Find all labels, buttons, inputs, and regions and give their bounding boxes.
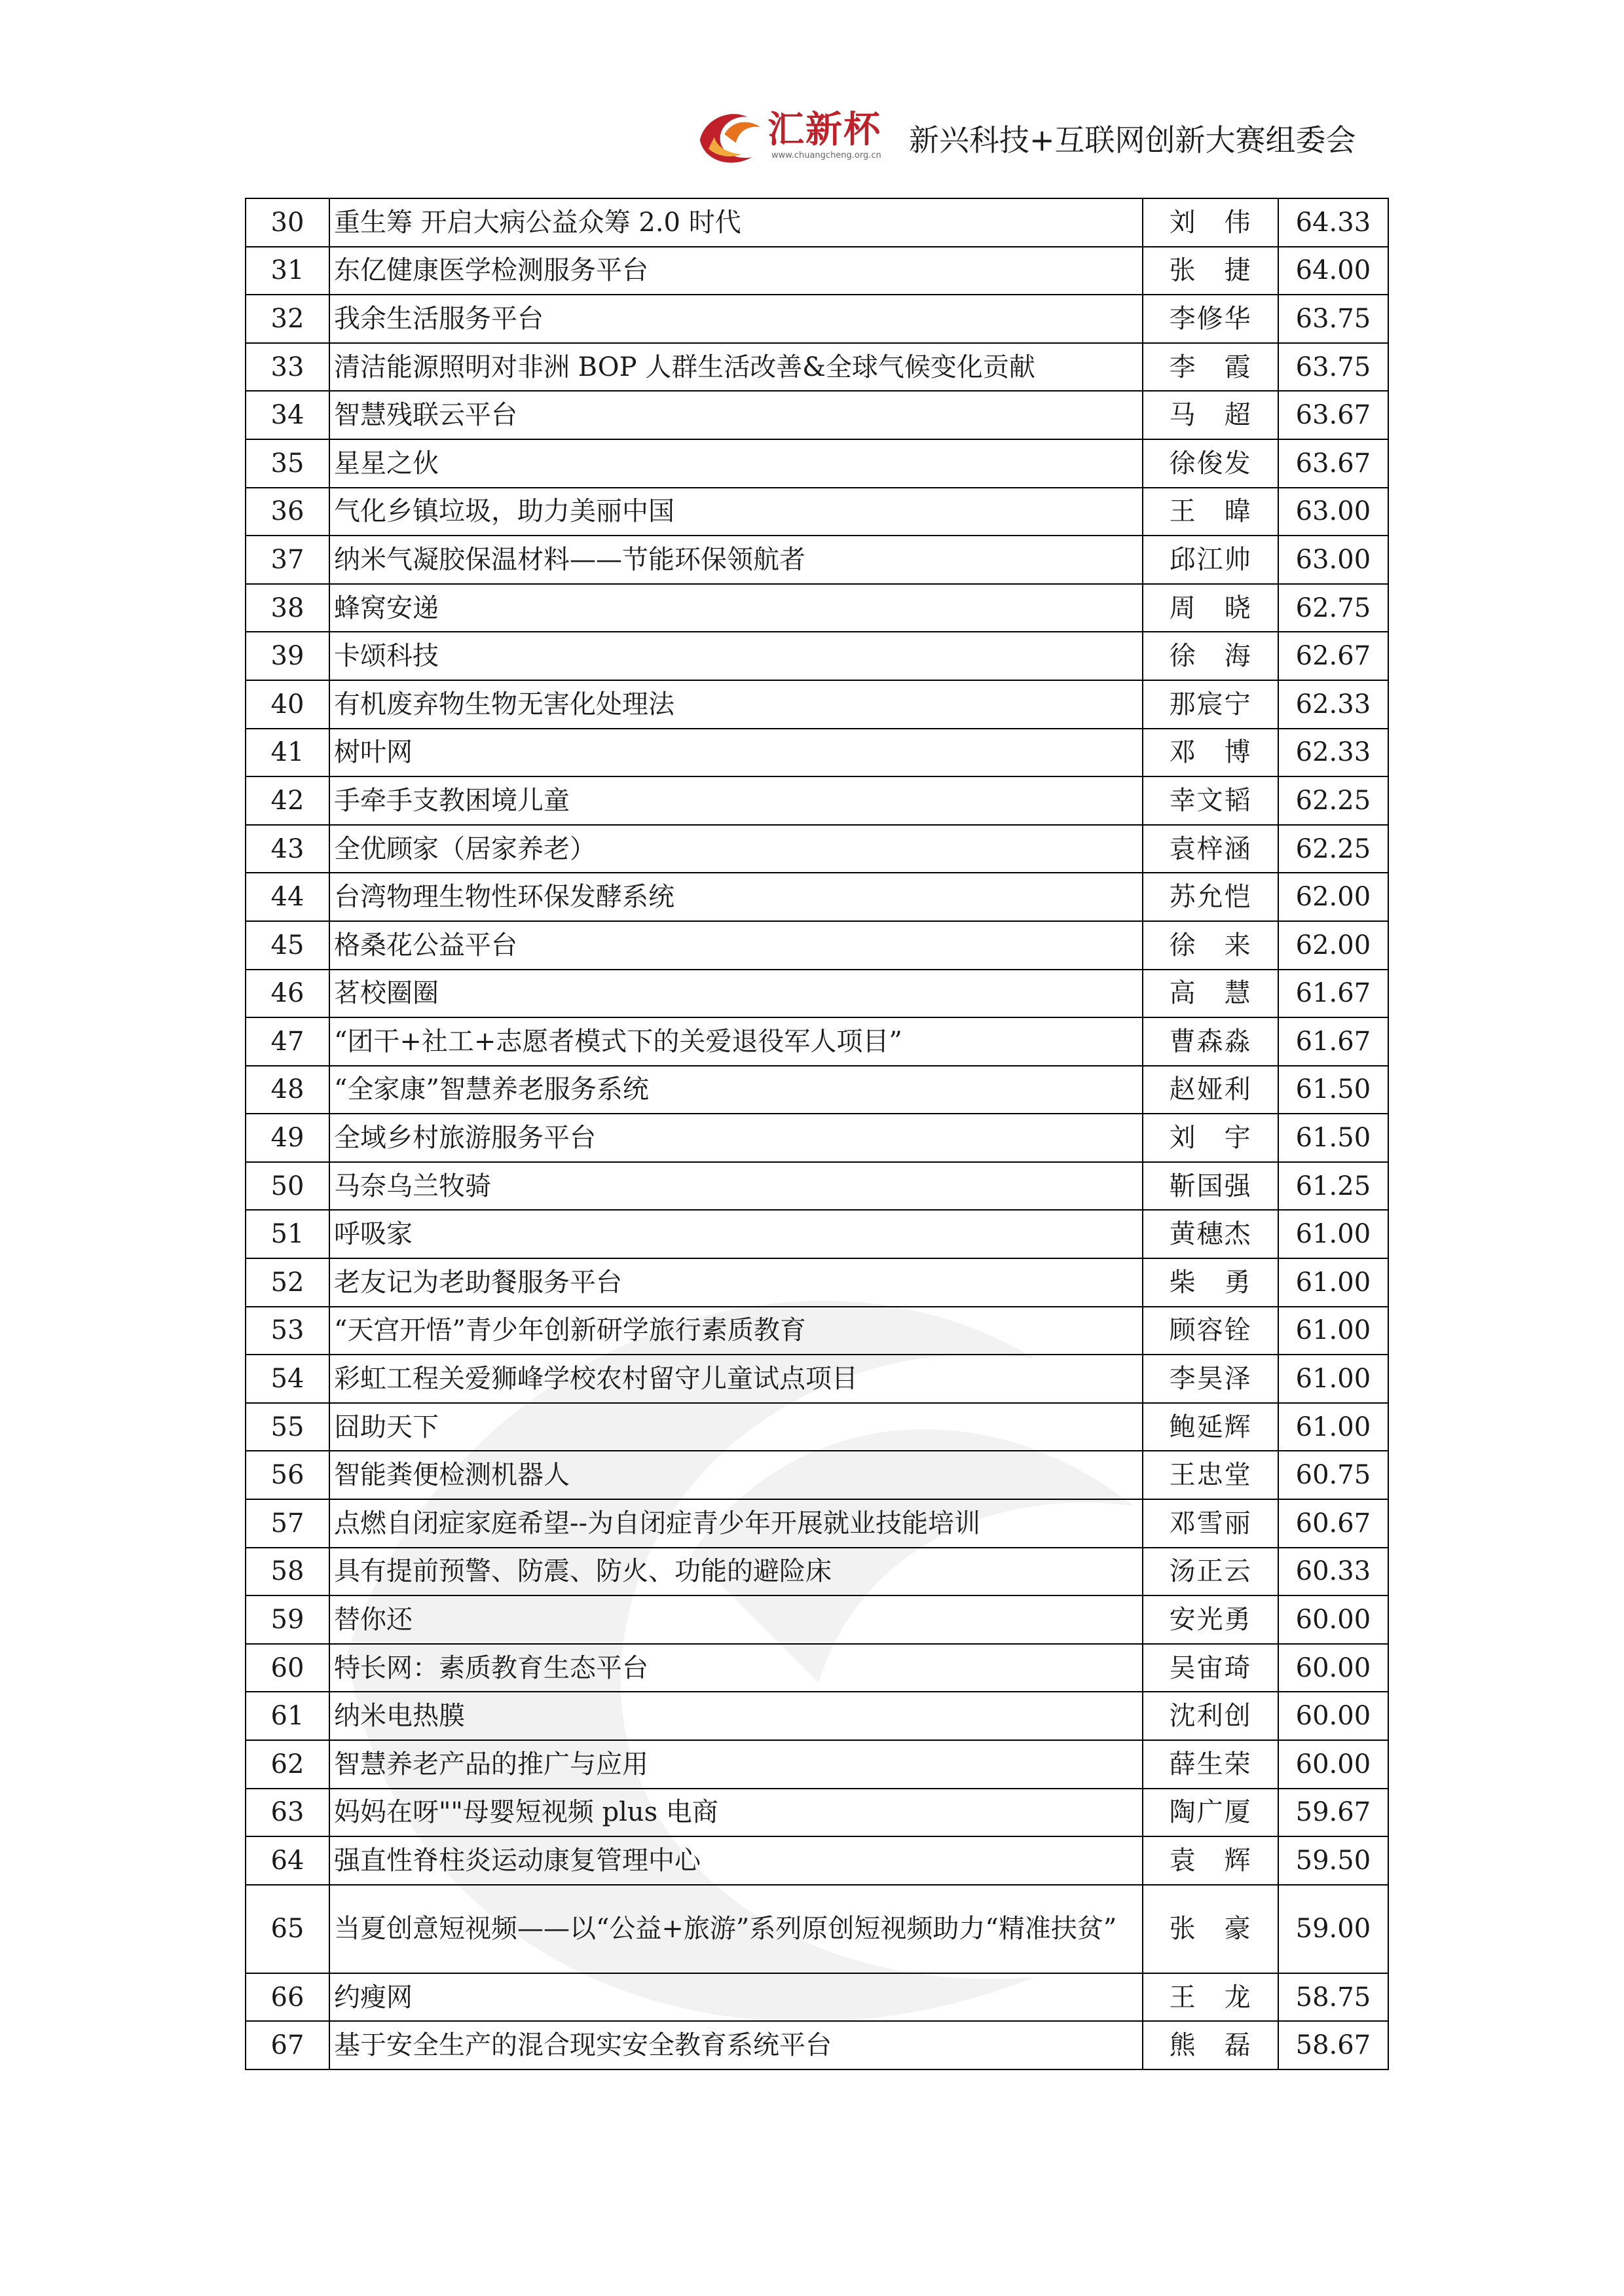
name-cell: 张 豪 xyxy=(1143,1885,1278,1973)
project-cell: 蜂窝安递 xyxy=(329,584,1143,632)
score-cell: 60.33 xyxy=(1278,1548,1388,1596)
table-row xyxy=(246,1885,1388,1973)
score-cell: 59.67 xyxy=(1278,1789,1388,1837)
name-cell: 徐 来 xyxy=(1143,921,1278,970)
name-cell: 曹森淼 xyxy=(1143,1017,1278,1066)
name-cell: 王 暐 xyxy=(1143,488,1278,536)
table-row xyxy=(246,2021,1388,2069)
table-row xyxy=(246,1836,1388,1885)
table-row xyxy=(246,1210,1388,1258)
table-row xyxy=(246,970,1388,1018)
table-row xyxy=(246,536,1388,584)
project-cell: 当夏创意短视频——以“公益+旅游”系列原创短视频助力“精准扶贫” xyxy=(329,1885,1143,1973)
rank-cell: 47 xyxy=(246,1017,329,1066)
table-row xyxy=(246,343,1388,392)
project-cell: 智慧养老产品的推广与应用 xyxy=(329,1740,1143,1789)
project-cell: 星星之伙 xyxy=(329,439,1143,488)
name-cell: 徐俊发 xyxy=(1143,439,1278,488)
score-cell: 63.67 xyxy=(1278,439,1388,488)
project-cell: 纳米电热膜 xyxy=(329,1692,1143,1740)
score-cell: 61.00 xyxy=(1278,1403,1388,1451)
name-cell: 李昊泽 xyxy=(1143,1355,1278,1403)
rank-cell: 41 xyxy=(246,729,329,777)
rank-cell: 38 xyxy=(246,584,329,632)
project-cell: 格桑花公益平台 xyxy=(329,921,1143,970)
rank-cell: 56 xyxy=(246,1451,329,1499)
name-cell: 幸文韬 xyxy=(1143,776,1278,825)
rank-cell: 39 xyxy=(246,632,329,680)
table-row xyxy=(246,247,1388,295)
rank-cell: 37 xyxy=(246,536,329,584)
score-cell: 58.67 xyxy=(1278,2021,1388,2069)
rank-cell: 51 xyxy=(246,1210,329,1258)
score-cell: 61.50 xyxy=(1278,1114,1388,1162)
score-cell: 61.00 xyxy=(1278,1210,1388,1258)
brand-url: www.chuangcheng.org.cn xyxy=(771,151,881,160)
rank-cell: 30 xyxy=(246,198,329,247)
rank-cell: 49 xyxy=(246,1114,329,1162)
project-cell: 妈妈在呀""母婴短视频 plus 电商 xyxy=(329,1789,1143,1837)
score-cell: 60.00 xyxy=(1278,1740,1388,1789)
project-cell: 基于安全生产的混合现实安全教育系统平台 xyxy=(329,2021,1143,2069)
table-row xyxy=(246,1451,1388,1499)
name-cell: 汤正云 xyxy=(1143,1548,1278,1596)
project-cell: 茗校圈圈 xyxy=(329,970,1143,1018)
project-cell: 清洁能源照明对非洲 BOP 人群生活改善&全球气候变化贡献 xyxy=(329,343,1143,392)
project-cell: 台湾物理生物性环保发酵系统 xyxy=(329,873,1143,921)
rank-cell: 63 xyxy=(246,1789,329,1837)
rank-cell: 50 xyxy=(246,1162,329,1211)
name-cell: 邓 博 xyxy=(1143,729,1278,777)
score-cell: 60.75 xyxy=(1278,1451,1388,1499)
table-row xyxy=(246,584,1388,632)
brand-logo xyxy=(694,98,891,170)
table-row xyxy=(246,1692,1388,1740)
name-cell: 袁梓涵 xyxy=(1143,825,1278,873)
score-cell: 61.00 xyxy=(1278,1307,1388,1355)
project-cell: 重生筹 开启大病公益众筹 2.0 时代 xyxy=(329,198,1143,247)
table-row xyxy=(246,1017,1388,1066)
score-cell: 62.25 xyxy=(1278,776,1388,825)
name-cell: 袁 辉 xyxy=(1143,1836,1278,1885)
rank-cell: 33 xyxy=(246,343,329,392)
project-cell: 东亿健康医学检测服务平台 xyxy=(329,247,1143,295)
score-cell: 61.67 xyxy=(1278,1017,1388,1066)
name-cell: 王 龙 xyxy=(1143,1973,1278,2022)
score-cell: 62.67 xyxy=(1278,632,1388,680)
score-cell: 60.00 xyxy=(1278,1692,1388,1740)
name-cell: 吴宙琦 xyxy=(1143,1644,1278,1692)
rank-cell: 42 xyxy=(246,776,329,825)
table-row xyxy=(246,1066,1388,1114)
project-cell: 全域乡村旅游服务平台 xyxy=(329,1114,1143,1162)
score-cell: 63.67 xyxy=(1278,391,1388,439)
score-table xyxy=(245,198,1389,2070)
rank-cell: 64 xyxy=(246,1836,329,1885)
rank-cell: 65 xyxy=(246,1885,329,1973)
rank-cell: 66 xyxy=(246,1973,329,2022)
name-cell: 刘 伟 xyxy=(1143,198,1278,247)
name-cell: 张 捷 xyxy=(1143,247,1278,295)
rank-cell: 31 xyxy=(246,247,329,295)
name-cell: 柴 勇 xyxy=(1143,1258,1278,1307)
table-row xyxy=(246,295,1388,343)
rank-cell: 32 xyxy=(246,295,329,343)
brand-name: 汇新杯 xyxy=(767,109,881,151)
rank-cell: 60 xyxy=(246,1644,329,1692)
score-table-body xyxy=(246,198,1388,2069)
rank-cell: 57 xyxy=(246,1499,329,1548)
rank-cell: 43 xyxy=(246,825,329,873)
score-cell: 61.00 xyxy=(1278,1258,1388,1307)
table-row xyxy=(246,776,1388,825)
name-cell: 沈利创 xyxy=(1143,1692,1278,1740)
name-cell: 李 霞 xyxy=(1143,343,1278,392)
name-cell: 刘 宇 xyxy=(1143,1114,1278,1162)
table-row xyxy=(246,680,1388,729)
score-cell: 63.00 xyxy=(1278,488,1388,536)
table-row xyxy=(246,1258,1388,1307)
rank-cell: 44 xyxy=(246,873,329,921)
project-cell: 彩虹工程关爱狮峰学校农村留守儿童试点项目 xyxy=(329,1355,1143,1403)
name-cell: 高 慧 xyxy=(1143,970,1278,1018)
table-row xyxy=(246,391,1388,439)
project-cell: 我余生活服务平台 xyxy=(329,295,1143,343)
name-cell: 薛生荣 xyxy=(1143,1740,1278,1789)
project-cell: 点燃自闭症家庭希望--为自闭症青少年开展就业技能培训 xyxy=(329,1499,1143,1548)
table-row xyxy=(246,1789,1388,1837)
score-cell: 61.50 xyxy=(1278,1066,1388,1114)
name-cell: 那宸宁 xyxy=(1143,680,1278,729)
name-cell: 邓雪丽 xyxy=(1143,1499,1278,1548)
rank-cell: 34 xyxy=(246,391,329,439)
table-row xyxy=(246,439,1388,488)
table-row xyxy=(246,1740,1388,1789)
page-header xyxy=(0,0,1624,190)
table-row xyxy=(246,1162,1388,1211)
project-cell: “天宫开悟”青少年创新研学旅行素质教育 xyxy=(329,1307,1143,1355)
rank-cell: 53 xyxy=(246,1307,329,1355)
rank-cell: 55 xyxy=(246,1403,329,1451)
rank-cell: 58 xyxy=(246,1548,329,1596)
name-cell: 安光勇 xyxy=(1143,1595,1278,1644)
project-cell: 强直性脊柱炎运动康复管理中心 xyxy=(329,1836,1143,1885)
table-row xyxy=(246,488,1388,536)
rank-cell: 36 xyxy=(246,488,329,536)
project-cell: 全优顾家（居家养老） xyxy=(329,825,1143,873)
score-cell: 58.75 xyxy=(1278,1973,1388,2022)
table-row xyxy=(246,632,1388,680)
name-cell: 熊 磊 xyxy=(1143,2021,1278,2069)
score-cell: 64.33 xyxy=(1278,198,1388,247)
table-row xyxy=(246,1595,1388,1644)
score-cell: 62.00 xyxy=(1278,921,1388,970)
score-cell: 63.75 xyxy=(1278,343,1388,392)
project-cell: 有机废弃物生物无害化处理法 xyxy=(329,680,1143,729)
project-cell: 马奈乌兰牧骑 xyxy=(329,1162,1143,1211)
rank-cell: 46 xyxy=(246,970,329,1018)
score-cell: 63.00 xyxy=(1278,536,1388,584)
name-cell: 鲍延辉 xyxy=(1143,1403,1278,1451)
table-row xyxy=(246,1114,1388,1162)
name-cell: 邱江帅 xyxy=(1143,536,1278,584)
score-cell: 60.00 xyxy=(1278,1595,1388,1644)
table-row xyxy=(246,729,1388,777)
project-cell: 呼吸家 xyxy=(329,1210,1143,1258)
score-cell: 62.25 xyxy=(1278,825,1388,873)
project-cell: 替你还 xyxy=(329,1595,1143,1644)
score-cell: 61.67 xyxy=(1278,970,1388,1018)
table-row xyxy=(246,1973,1388,2022)
name-cell: 顾容铨 xyxy=(1143,1307,1278,1355)
project-cell: 老友记为老助餐服务平台 xyxy=(329,1258,1143,1307)
name-cell: 陶广厦 xyxy=(1143,1789,1278,1837)
score-cell: 59.00 xyxy=(1278,1885,1388,1973)
score-cell: 63.75 xyxy=(1278,295,1388,343)
name-cell: 赵娅利 xyxy=(1143,1066,1278,1114)
name-cell: 徐 海 xyxy=(1143,632,1278,680)
rank-cell: 35 xyxy=(246,439,329,488)
rank-cell: 40 xyxy=(246,680,329,729)
score-cell: 61.00 xyxy=(1278,1355,1388,1403)
rank-cell: 61 xyxy=(246,1692,329,1740)
score-cell: 64.00 xyxy=(1278,247,1388,295)
score-cell: 59.50 xyxy=(1278,1836,1388,1885)
score-cell: 62.00 xyxy=(1278,873,1388,921)
organizer-name: 新兴科技+互联网创新大赛组委会 xyxy=(909,122,1356,158)
project-cell: 智能粪便检测机器人 xyxy=(329,1451,1143,1499)
rank-cell: 52 xyxy=(246,1258,329,1307)
table-row xyxy=(246,1644,1388,1692)
score-cell: 62.33 xyxy=(1278,729,1388,777)
name-cell: 黄穗杰 xyxy=(1143,1210,1278,1258)
score-cell: 60.00 xyxy=(1278,1644,1388,1692)
table-row xyxy=(246,1403,1388,1451)
name-cell: 李修华 xyxy=(1143,295,1278,343)
score-cell: 60.67 xyxy=(1278,1499,1388,1548)
table-row xyxy=(246,1307,1388,1355)
table-row xyxy=(246,825,1388,873)
table-row xyxy=(246,1548,1388,1596)
name-cell: 马 超 xyxy=(1143,391,1278,439)
project-cell: 气化乡镇垃圾，助力美丽中国 xyxy=(329,488,1143,536)
name-cell: 周 晓 xyxy=(1143,584,1278,632)
project-cell: 囧助天下 xyxy=(329,1403,1143,1451)
rank-cell: 59 xyxy=(246,1595,329,1644)
flame-logo-icon xyxy=(694,98,766,170)
project-cell: 具有提前预警、防震、防火、功能的避险床 xyxy=(329,1548,1143,1596)
rank-cell: 45 xyxy=(246,921,329,970)
table-row xyxy=(246,921,1388,970)
table-row xyxy=(246,873,1388,921)
project-cell: 纳米气凝胶保温材料——节能环保领航者 xyxy=(329,536,1143,584)
project-cell: 树叶网 xyxy=(329,729,1143,777)
name-cell: 王忠堂 xyxy=(1143,1451,1278,1499)
table-row xyxy=(246,198,1388,247)
project-cell: “团干+社工+志愿者模式下的关爱退役军人项目” xyxy=(329,1017,1143,1066)
score-cell: 62.33 xyxy=(1278,680,1388,729)
name-cell: 靳国强 xyxy=(1143,1162,1278,1211)
project-cell: 智慧残联云平台 xyxy=(329,391,1143,439)
project-cell: 特长网：素质教育生态平台 xyxy=(329,1644,1143,1692)
project-cell: 手牵手支教困境儿童 xyxy=(329,776,1143,825)
score-cell: 61.25 xyxy=(1278,1162,1388,1211)
name-cell: 苏允恺 xyxy=(1143,873,1278,921)
table-row xyxy=(246,1499,1388,1548)
project-cell: 约瘦网 xyxy=(329,1973,1143,2022)
project-cell: “全家康”智慧养老服务系统 xyxy=(329,1066,1143,1114)
table-row xyxy=(246,1355,1388,1403)
rank-cell: 48 xyxy=(246,1066,329,1114)
rank-cell: 62 xyxy=(246,1740,329,1789)
rank-cell: 54 xyxy=(246,1355,329,1403)
project-cell: 卡颂科技 xyxy=(329,632,1143,680)
rank-cell: 67 xyxy=(246,2021,329,2069)
score-cell: 62.75 xyxy=(1278,584,1388,632)
